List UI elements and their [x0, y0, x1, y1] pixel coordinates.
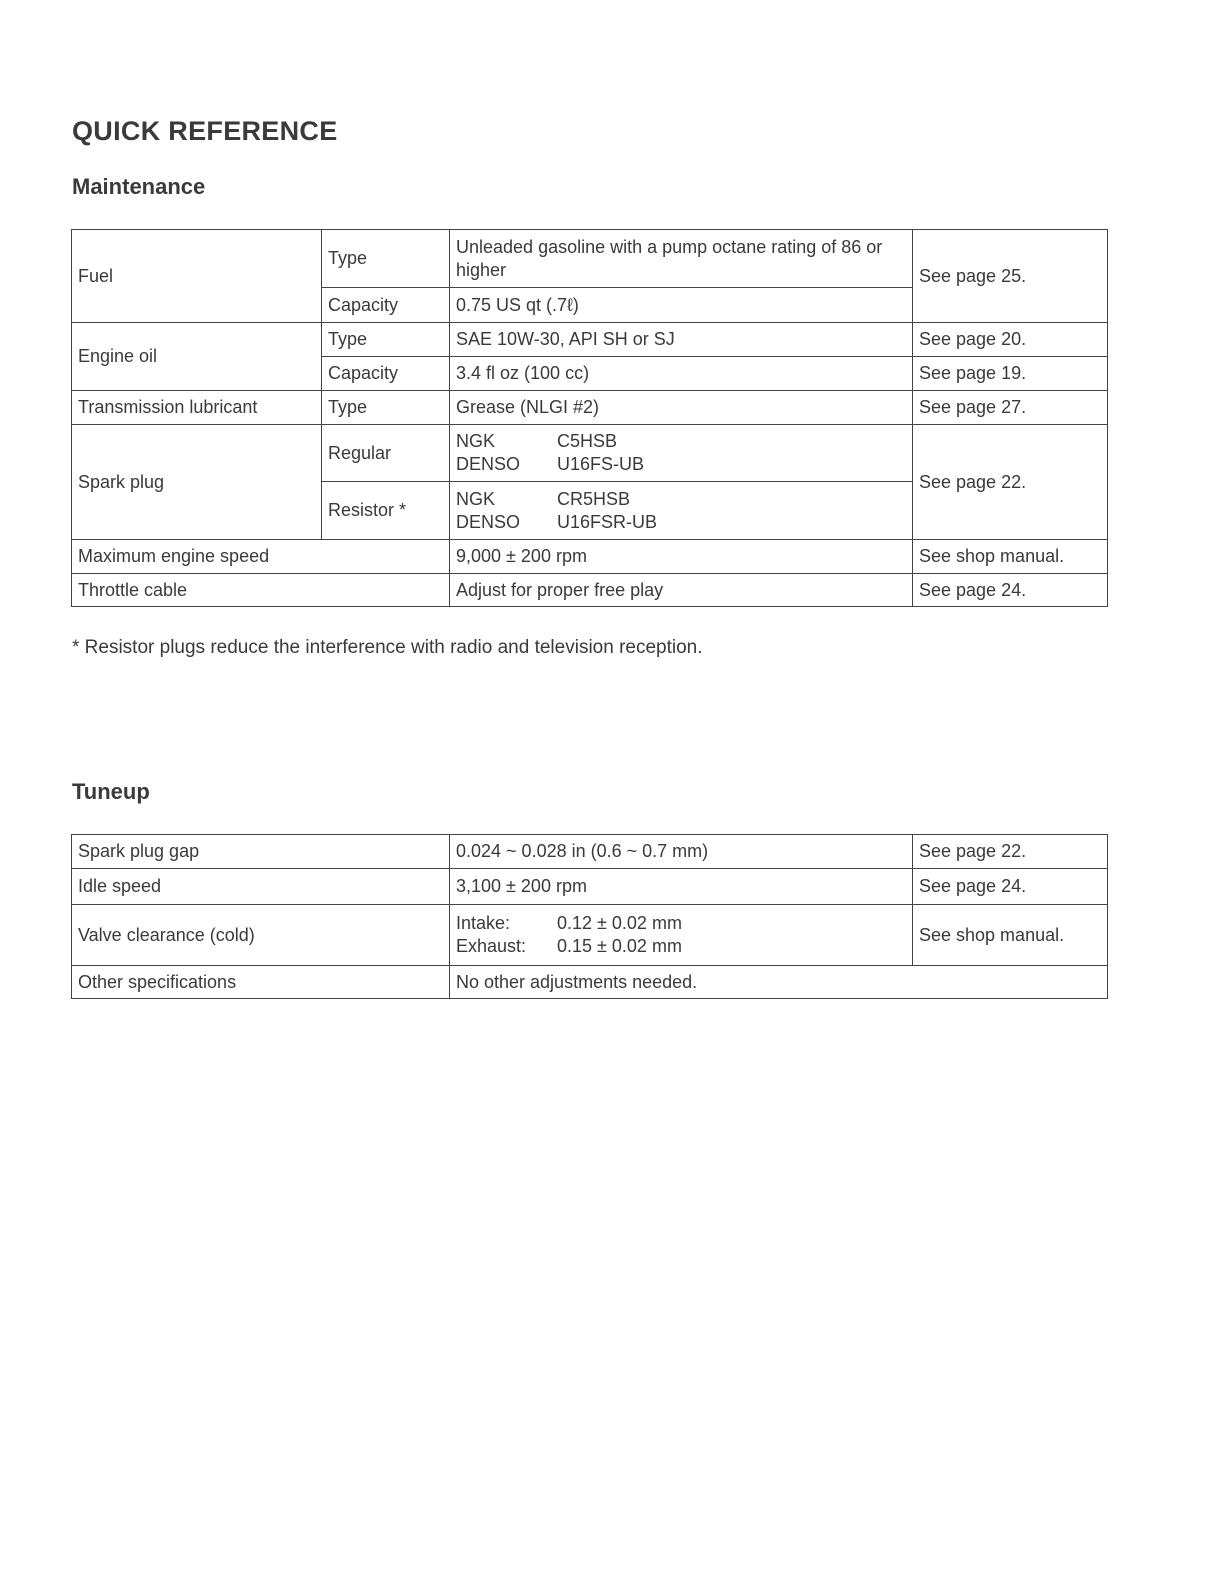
table-row — [72, 574, 1108, 607]
intake-label: Intake: — [456, 913, 511, 933]
gap-label: Spark plug gap — [72, 835, 450, 869]
idle-label: Idle speed — [72, 869, 450, 905]
transmission-ref: See page 27. — [913, 391, 1108, 425]
table-row — [72, 391, 1108, 425]
spark-plug-label: Spark plug — [72, 425, 322, 540]
transmission-type-label: Type — [322, 391, 450, 425]
table-row — [72, 323, 1108, 357]
regular-model-ngk: C5HSB — [557, 431, 618, 451]
table-row — [72, 869, 1108, 905]
idle-ref: See page 24. — [913, 869, 1108, 905]
engine-oil-label: Engine oil — [72, 323, 322, 391]
valve-ref: See shop manual. — [913, 905, 1108, 966]
max-speed-ref: See shop manual. — [913, 540, 1108, 574]
fuel-ref: See page 25. — [913, 230, 1108, 323]
regular-model-denso: U16FS-UB — [557, 454, 645, 474]
throttle-label: Throttle cable — [72, 574, 450, 607]
fuel-capacity-value: 0.75 US qt (.7ℓ) — [450, 288, 913, 323]
page-title: QUICK REFERENCE — [72, 116, 338, 146]
table-row — [72, 835, 1108, 869]
engine-oil-type-ref: See page 20. — [913, 323, 1108, 357]
engine-oil-type-value: SAE 10W-30, API SH or SJ — [450, 323, 913, 357]
throttle-ref: See page 24. — [913, 574, 1108, 607]
gap-value: 0.024 ~ 0.028 in (0.6 ~ 0.7 mm) — [450, 835, 913, 869]
table-row — [72, 966, 1108, 999]
resistor-footnote: * Resistor plugs reduce the interference with radio and television reception. — [72, 637, 703, 658]
resistor-brand-denso: DENSO — [456, 511, 521, 532]
maintenance-table — [71, 229, 1108, 607]
regular-brand-ngk: NGK — [456, 431, 496, 451]
valve-label: Valve clearance (cold) — [72, 905, 450, 966]
fuel-capacity-label: Capacity — [322, 288, 450, 323]
resistor-model-denso: U16FSR-UB — [557, 511, 658, 532]
table-row — [72, 540, 1108, 574]
tuneup-table — [71, 834, 1108, 999]
exhaust-value: 0.15 ± 0.02 mm — [557, 936, 682, 956]
exhaust-label: Exhaust: — [456, 936, 527, 956]
max-speed-label: Maximum engine speed — [72, 540, 450, 574]
spark-plug-resistor-label: Resistor * — [322, 482, 450, 540]
transmission-label: Transmission lubricant — [72, 391, 322, 425]
engine-oil-capacity-value: 3.4 fl oz (100 cc) — [450, 357, 913, 391]
intake-value: 0.12 ± 0.02 mm — [557, 913, 682, 933]
tuneup-heading: Tuneup — [72, 779, 150, 804]
resistor-model-ngk: CR5HSB — [557, 488, 631, 509]
spark-plug-regular-values — [450, 425, 913, 482]
max-speed-value: 9,000 ± 200 rpm — [450, 540, 913, 574]
engine-oil-capacity-ref: See page 19. — [913, 357, 1108, 391]
engine-oil-type-label: Type — [322, 323, 450, 357]
spark-plug-resistor-values — [450, 482, 913, 540]
table-row — [72, 425, 1108, 482]
engine-oil-capacity-label: Capacity — [322, 357, 450, 391]
spark-plug-regular-label: Regular — [322, 425, 450, 482]
table-row — [72, 905, 1108, 966]
other-value: No other adjustments needed. — [450, 966, 1108, 999]
fuel-type-value: Unleaded gasoline with a pump octane rating of 86 or higher — [450, 230, 913, 288]
maintenance-heading: Maintenance — [72, 174, 206, 199]
regular-brand-denso: DENSO — [456, 454, 521, 474]
fuel-label: Fuel — [72, 230, 322, 323]
idle-value: 3,100 ± 200 rpm — [450, 869, 913, 905]
transmission-value: Grease (NLGI #2) — [450, 391, 913, 425]
valve-values — [450, 905, 913, 966]
fuel-type-label: Type — [322, 230, 450, 288]
throttle-value: Adjust for proper free play — [450, 574, 913, 607]
other-label: Other specifications — [72, 966, 450, 999]
resistor-brand-ngk: NGK — [456, 488, 496, 509]
gap-ref: See page 22. — [913, 835, 1108, 869]
table-row — [72, 230, 1108, 288]
spark-plug-ref: See page 22. — [913, 425, 1108, 540]
